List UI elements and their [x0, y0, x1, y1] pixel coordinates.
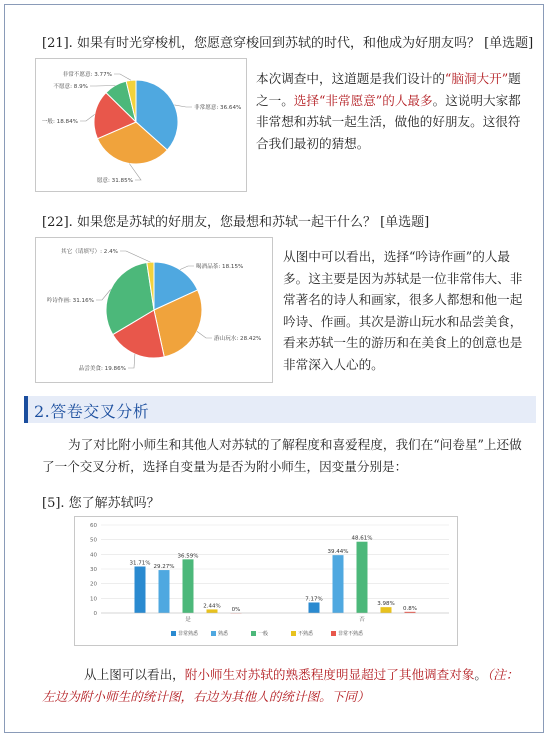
bar — [183, 559, 194, 613]
p4-text-a: 从上图可以看出， — [84, 667, 185, 682]
question-5-title: [5]. 您了解苏轼吗？ — [42, 496, 160, 511]
p1-text-c: 题之一。 — [256, 71, 521, 108]
bar — [357, 542, 368, 613]
legend-label: 非常不熟悉 — [338, 631, 364, 637]
p1-highlight-brainstorm: “脑洞大开” — [444, 71, 509, 86]
bar-data-label: 36.59% — [177, 553, 199, 560]
paragraph-cross-analysis: 为了对比附小师生和其他人对苏轼的了解程度和喜爱程度，我们在“问卷星”上还做了一个交叉分析，选择自变量为是否为附小师生，因变量分别是： — [42, 437, 522, 474]
legend-swatch — [291, 631, 296, 636]
question-22-title: [22]. 如果您是苏轼的好朋友，您最想和苏轼一起干什么？ [单选题] — [42, 215, 430, 230]
p1-highlight-most-willing: 选择“非常愿意”的人最多 — [293, 92, 433, 108]
pie-leader-line — [197, 331, 212, 338]
x-category-label: 是 — [185, 617, 191, 623]
bar-data-label: 2.44% — [203, 603, 221, 610]
legend-swatch — [211, 631, 216, 636]
legend-label: 熟悉 — [218, 631, 229, 637]
legend-label: 一般 — [258, 631, 269, 637]
y-tick-label: 20 — [90, 581, 97, 588]
paragraph-q21-analysis — [256, 68, 528, 154]
pie-leader-line — [174, 105, 192, 107]
pie-leader-line — [90, 86, 115, 87]
pie-chart-22-box — [35, 237, 273, 383]
bar-chart-q5-box — [74, 516, 458, 646]
pie-label: 品尝美食: 19.86% — [78, 366, 126, 372]
pie-label: 愿意: 31.85% — [96, 178, 133, 184]
question-21-title: [21]. 如果有时光穿梭机，您愿意穿梭回到苏轼的时代，和他成为好朋友吗？ [单选题] — [42, 36, 534, 51]
bar — [381, 607, 392, 613]
bar-data-label: 0% — [231, 607, 241, 613]
p4-highlight-familiarity: 附小师生对苏轼的熟悉程度明显超过了其他调查对象 — [184, 667, 475, 682]
p1-text-a: 本次调查中，这道题是我们设计的 — [256, 71, 445, 86]
pie-label: 一般: 18.84% — [41, 119, 78, 125]
bar-data-label: 39.44% — [327, 549, 349, 556]
bar-data-label: 29.27% — [153, 564, 175, 571]
y-tick-label: 10 — [90, 596, 97, 603]
bar-data-label: 48.61% — [351, 535, 373, 542]
legend-swatch — [331, 631, 336, 636]
legend-swatch — [171, 631, 176, 636]
pie-leader-line — [180, 266, 194, 270]
bar-data-label: 3.98% — [377, 601, 395, 608]
pie-chart-21-box — [35, 58, 247, 192]
pie-leader-line — [80, 114, 95, 121]
pie-label: 游山玩水: 28.42% — [214, 336, 262, 342]
pie-leader-line — [114, 74, 131, 80]
pie-label: 吟诗作画: 31.16% — [46, 298, 94, 304]
y-tick-label: 30 — [90, 567, 97, 573]
pie-label: 非常不愿意: 3.77% — [62, 72, 112, 78]
bar-chart-q5 — [75, 517, 457, 645]
section-header — [24, 396, 536, 423]
pie-leader-line — [120, 251, 150, 262]
y-tick-label: 60 — [90, 523, 97, 529]
bar — [135, 566, 146, 613]
bar-data-label: 31.71% — [129, 560, 151, 567]
pie-leader-line — [128, 354, 135, 368]
paragraph-q22-analysis: 从图中可以看出，选择“吟诗作画”的人最多。这主要是因为苏轼是一位非常伟大、非常著名的诗人和画家，很多人都想和他一起吟诗、作画。其次是游山玩水和品尝美食，看来苏轼一生的游历和在美食上的创意也是非常深入人心的。 — [283, 249, 523, 372]
y-tick-label: 50 — [90, 537, 97, 544]
bar — [333, 555, 344, 613]
pie-label: 其它（请填写）: 2.4% — [60, 249, 118, 255]
pie-chart-22 — [36, 238, 272, 382]
bar — [207, 609, 218, 613]
legend-swatch — [251, 631, 256, 636]
p1-text-e: 。这说明大家都非常想和苏轼一起生活，做他的好朋友。这很符合我们最初的猜想。 — [256, 92, 521, 151]
pie-label: 喝酒品茶: 18.15% — [196, 264, 244, 270]
bar-data-label: 0.8% — [403, 605, 417, 612]
section-title: 2.答卷交叉分析 — [34, 402, 150, 421]
paragraph-q5-analysis — [42, 664, 530, 707]
bar — [309, 602, 320, 613]
x-category-label: 否 — [359, 617, 365, 623]
p4-note: （注：左边为附小师生的统计图，右边为其他人的统计图。下同） — [42, 667, 519, 704]
y-tick-label: 40 — [90, 552, 97, 559]
bar-data-label: 7.17% — [305, 596, 323, 603]
p4-text-c: 。 — [474, 667, 487, 682]
bar — [159, 570, 170, 613]
y-tick-label: 0 — [93, 611, 97, 617]
pie-label: 非常愿意: 36.64% — [194, 105, 242, 111]
pie-chart-21 — [36, 59, 246, 191]
legend-label: 不熟悉 — [298, 631, 314, 637]
legend-label: 非常熟悉 — [178, 631, 199, 637]
pie-label: 不愿意: 8.9% — [53, 84, 88, 90]
